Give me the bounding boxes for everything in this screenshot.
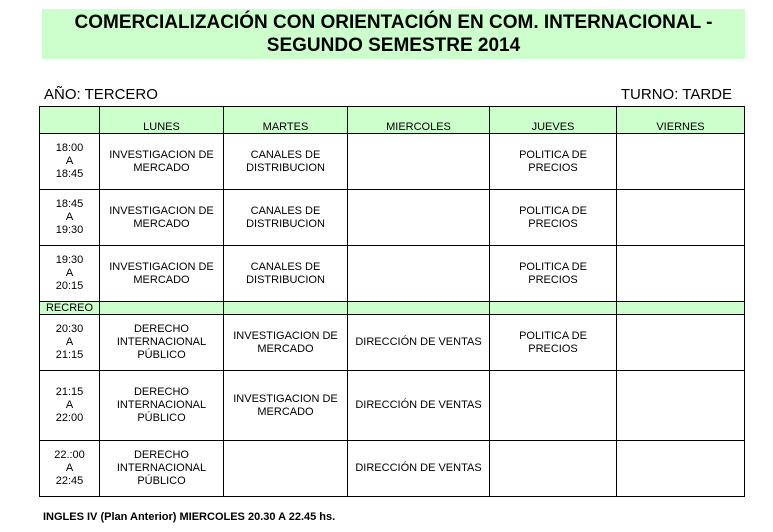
subject-line: PRECIOS: [528, 217, 578, 230]
title-line-1: COMERCIALIZACIÓN CON ORIENTACIÓN EN COM. INTERNACIONAL -: [74, 12, 713, 33]
subject-line: MERCADO: [133, 273, 190, 286]
subject-line: CANALES DE: [250, 148, 321, 161]
col-header-martes: MARTES: [224, 107, 348, 134]
recreo-cell: [490, 302, 617, 315]
time-line: 18:00: [55, 142, 84, 154]
subject-line: INVESTIGACION DE: [109, 148, 214, 161]
time-line: 18:45: [55, 168, 84, 180]
time-line: A: [65, 462, 74, 474]
recreo-row: [40, 302, 745, 315]
subject-line: MERCADO: [133, 217, 190, 230]
page-title: [42, 9, 745, 59]
subject-line: POLITICA DE: [519, 260, 587, 273]
subject-line: MERCADO: [257, 405, 314, 418]
recreo-cell: [100, 302, 224, 315]
subject-line: DERECHO: [133, 386, 189, 398]
subject-line: INVESTIGACION DE: [233, 392, 338, 405]
time-slot: [40, 441, 100, 497]
time-line: 20:15: [55, 280, 84, 292]
schedule-cell: [224, 246, 348, 302]
recreo-label: RECREO: [40, 302, 100, 315]
subject-line: PRECIOS: [528, 273, 578, 286]
schedule-table: [39, 106, 745, 497]
time-line: 18:45: [55, 198, 84, 210]
schedule-body: [40, 134, 745, 497]
time-line: A: [65, 211, 74, 223]
time-line: 22.:00: [54, 449, 85, 461]
schedule-cell: [224, 371, 348, 441]
table-row: [40, 441, 745, 497]
schedule-cell: [224, 134, 348, 190]
table-row: [40, 315, 745, 371]
time-line: A: [65, 399, 74, 411]
schedule-cell: [490, 190, 617, 246]
subject-line: PÚBLICO: [137, 412, 186, 424]
schedule-cell: [348, 246, 490, 302]
schedule-cell: [617, 315, 745, 371]
schedule-cell: [100, 190, 224, 246]
subject-line: PRECIOS: [528, 342, 578, 355]
subject-line: PRECIOS: [528, 161, 578, 174]
subject-line: INVESTIGACION DE: [109, 260, 214, 273]
time-line: A: [65, 336, 74, 348]
footer-note: INGLES IV (Plan Anterior) MIERCOLES 20.30 A 22.45 hs.: [43, 511, 336, 523]
title-line-2: SEGUNDO SEMESTRE 2014: [266, 35, 521, 56]
schedule-cell: [490, 134, 617, 190]
schedule-cell: [100, 441, 224, 497]
schedule-cell: [100, 371, 224, 441]
subject-line: MERCADO: [257, 342, 314, 355]
time-line: 21:15: [55, 386, 84, 398]
schedule-cell: [348, 441, 490, 497]
subject-line: DERECHO: [133, 449, 189, 461]
subject-line: DISTRIBUCION: [246, 161, 325, 174]
schedule-cell: [348, 315, 490, 371]
schedule-cell: [490, 246, 617, 302]
year-label: AÑO: TERCERO: [44, 86, 158, 103]
subject-line: INTERNACIONAL: [116, 462, 207, 474]
time-slot: [40, 134, 100, 190]
schedule-cell: [617, 441, 745, 497]
schedule-cell: [224, 315, 348, 371]
subject-line: DERECHO: [133, 323, 189, 335]
time-line: 19:30: [55, 254, 84, 266]
subject-line: PÚBLICO: [137, 475, 186, 487]
subject-line: INTERNACIONAL: [116, 336, 207, 348]
header-row: [40, 107, 745, 134]
schedule-cell: [617, 246, 745, 302]
subject-line: INVESTIGACION DE: [109, 204, 214, 217]
time-slot: [40, 371, 100, 441]
col-header-time: [40, 107, 100, 134]
shift-label: TURNO: TARDE: [620, 86, 732, 103]
time-slot: [40, 315, 100, 371]
time-line: 22:45: [55, 475, 84, 487]
subject-line: CANALES DE: [250, 260, 321, 273]
schedule-cell: [224, 190, 348, 246]
schedule-cell: [348, 371, 490, 441]
schedule-cell: [348, 134, 490, 190]
recreo-cell: [617, 302, 745, 315]
time-line: 19:30: [55, 224, 84, 236]
schedule-cell: [617, 134, 745, 190]
time-line: 20:30: [55, 323, 84, 335]
schedule-cell: [224, 441, 348, 497]
col-header-miercoles: MIERCOLES: [348, 107, 490, 134]
subject-line: DISTRIBUCION: [246, 217, 325, 230]
table-row: [40, 246, 745, 302]
schedule-cell: [348, 190, 490, 246]
subject-line: DIRECCIÓN DE VENTAS: [355, 336, 482, 348]
subject-line: PÚBLICO: [137, 349, 186, 361]
col-header-viernes: VIERNES: [617, 107, 745, 134]
time-line: 21:15: [55, 349, 84, 361]
subject-line: DIRECCIÓN DE VENTAS: [355, 462, 482, 474]
time-line: A: [65, 267, 74, 279]
time-slot: [40, 190, 100, 246]
subject-line: POLITICA DE: [519, 204, 587, 217]
schedule-cell: [100, 134, 224, 190]
subject-line: DISTRIBUCION: [246, 273, 325, 286]
subject-line: MERCADO: [133, 161, 190, 174]
time-slot: [40, 246, 100, 302]
subject-line: POLITICA DE: [519, 329, 587, 342]
subject-line: INTERNACIONAL: [116, 399, 207, 411]
time-line: A: [65, 155, 74, 167]
schedule-cell: [617, 371, 745, 441]
subject-line: CANALES DE: [250, 204, 321, 217]
table-row: [40, 190, 745, 246]
recreo-cell: [224, 302, 348, 315]
subject-line: INVESTIGACION DE: [233, 329, 338, 342]
schedule-cell: [617, 190, 745, 246]
schedule-cell: [490, 371, 617, 441]
col-header-lunes: LUNES: [100, 107, 224, 134]
table-row: [40, 134, 745, 190]
subject-line: POLITICA DE: [519, 148, 587, 161]
table-row: [40, 371, 745, 441]
col-header-jueves: JUEVES: [490, 107, 617, 134]
subject-line: DIRECCIÓN DE VENTAS: [355, 399, 482, 411]
schedule-cell: [100, 315, 224, 371]
schedule-cell: [490, 441, 617, 497]
time-line: 22:00: [55, 412, 84, 424]
schedule-cell: [490, 315, 617, 371]
schedule-cell: [100, 246, 224, 302]
recreo-cell: [348, 302, 490, 315]
